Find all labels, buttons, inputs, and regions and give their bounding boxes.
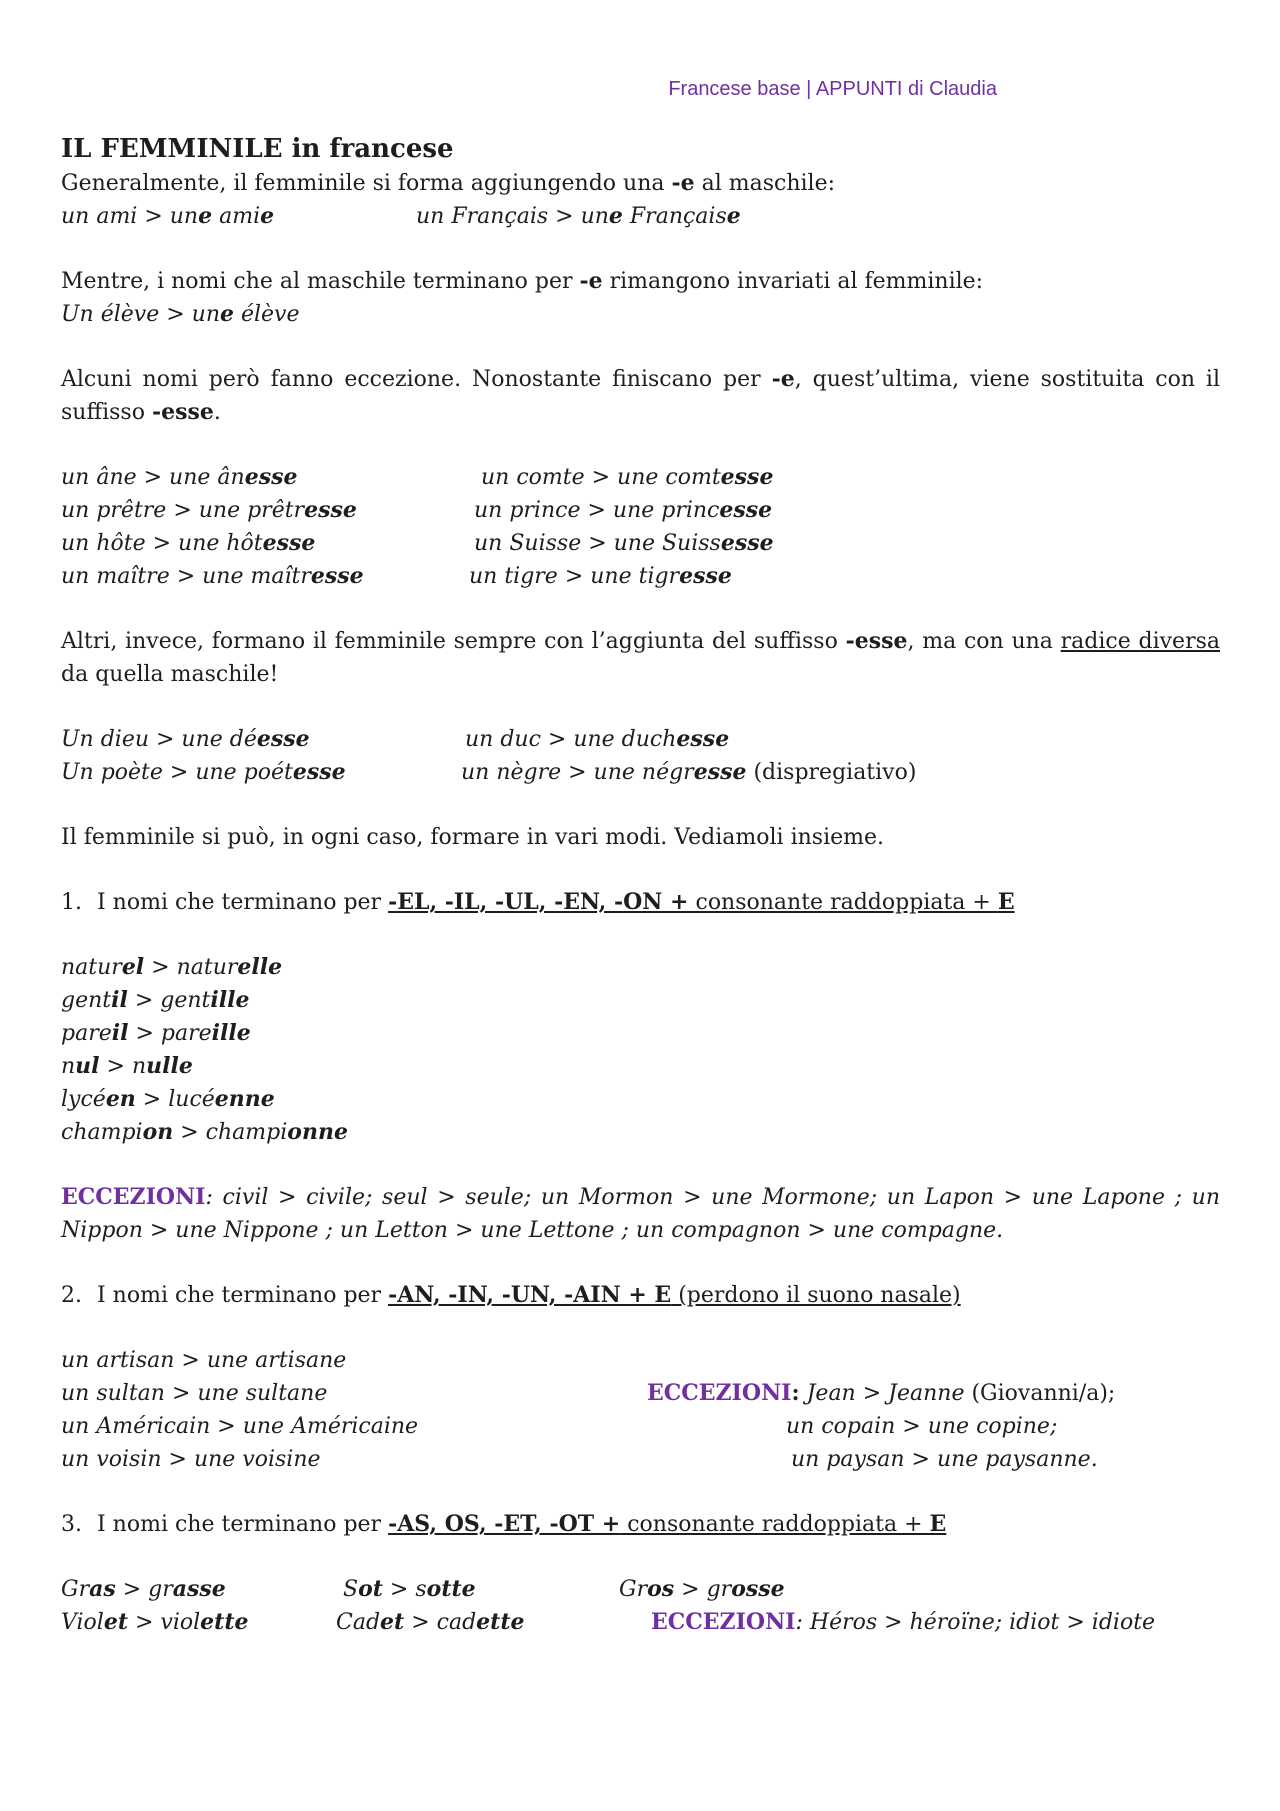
section-3-heading: 3. I nomi che terminano per -AS, OS, -ET, -OT + consonante raddoppiata + E <box>61 1511 947 1537</box>
invariable-example: Un élève > une élève <box>61 301 300 327</box>
section-1-example: naturel > naturelle <box>61 954 283 980</box>
esse-pair-row: un maître > une maîtresse un tigre > une tigresse <box>61 563 732 589</box>
section-2-heading: 2. I nomi che terminano per -AN, -IN, -UN, -AIN + E (perdono il suono nasale) <box>61 1282 961 1308</box>
esse-exception-rule: Alcuni nomi però fanno eccezione. Nonostante finiscano per -e, quest’ultima, viene sostituita con il suffisso -esse. <box>61 366 1221 425</box>
section-2-example-row: un Américain > une Américaine un copain > une copine; <box>61 1414 1058 1439</box>
section-1-example: lycéen > lucéenne <box>61 1086 275 1112</box>
vari-modi-text: Il femminile si può, in ogni caso, formare in vari modi. Vediamoli insieme. <box>61 825 885 850</box>
esse-pair-row: un âne > une ânesse un comte > une comtesse <box>61 464 774 490</box>
esse-pair-row: un prêtre > une prêtresse un prince > une princesse <box>61 497 773 523</box>
section-2-example-row: un sultan > une sultane ECCEZIONI: Jean > Jeanne (Giovanni/a); <box>61 1380 1116 1406</box>
section-1-example: pareil > pareille <box>61 1020 251 1046</box>
esse-pair-row: un hôte > une hôtesse un Suisse > une Suissesse <box>61 530 774 556</box>
document-body <box>61 134 1220 1639</box>
section-2-example: un artisan > une artisane <box>61 1348 347 1373</box>
section-1-heading: 1. I nomi che terminano per -EL, -IL, -UL, -EN, -ON + consonante raddoppiata + E <box>61 889 1015 915</box>
section-3-example-row: Gras > grasse Sot > sotte Gros > grosse <box>61 1576 785 1602</box>
section-2-example-row: un voisin > une voisine un paysan > une paysanne. <box>61 1447 1098 1472</box>
section-1-example: champion > championne <box>61 1119 348 1145</box>
invariable-rule: Mentre, i nomi che al maschile terminano per -e rimangono invariati al femminile: <box>61 268 984 294</box>
section-1-example: gentil > gentille <box>61 987 250 1013</box>
section-3-example-row: Violet > violette Cadet > cadette ECCEZIONI: Héros > héroïne; idiot > idiote <box>61 1609 1156 1635</box>
intro-rule: Generalmente, il femminile si forma aggiungendo una -e al maschile: <box>61 170 836 196</box>
section-1-exceptions: ECCEZIONI: civil > civile; seul > seule; un Mormon > une Mormone; un Lapon > une Lapone ; un Nippon > une Nippone ; un Letton > une Lettone ; un compagnon > une compagne. <box>61 1184 1220 1243</box>
radice-pair-row: Un dieu > une déesse un duc > une duchesse <box>61 726 730 752</box>
intro-examples: un ami > une amie un Français > une Française <box>61 203 741 229</box>
page-title: IL FEMMINILE in francese <box>61 134 454 164</box>
radice-rule: Altri, invece, formano il femminile sempre con l’aggiunta del suffisso -esse, ma con una radice diversa da quella maschile! <box>61 628 1220 687</box>
radice-pair-row: Un poète > une poétesse un nègre > une négresse (dispregiativo) <box>61 759 917 785</box>
section-1-example: nul > nulle <box>61 1053 193 1079</box>
page-header: Francese base | APPUNTI di Claudia <box>668 78 997 100</box>
